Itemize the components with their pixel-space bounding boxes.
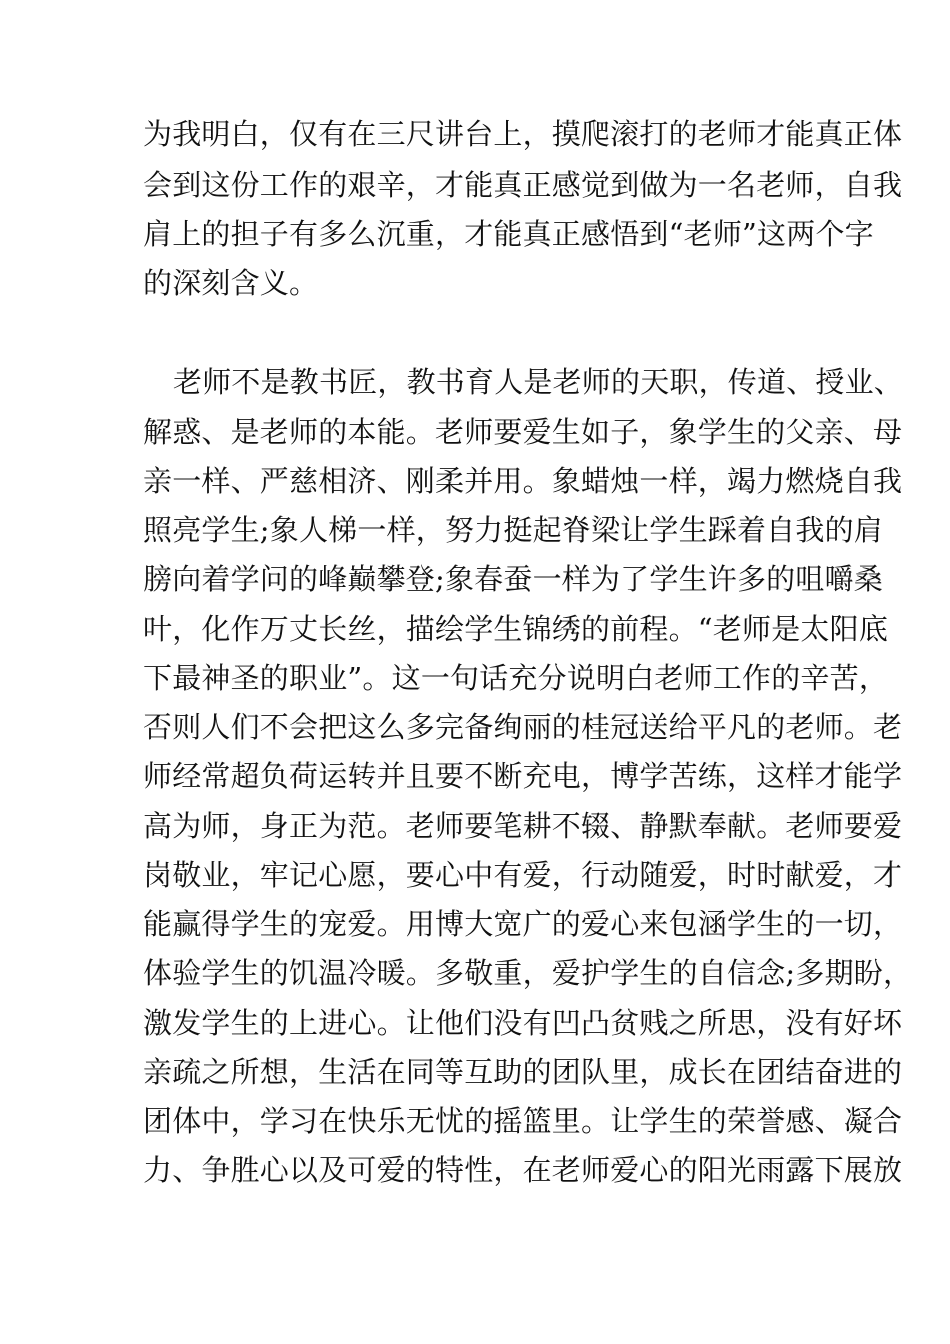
paragraph-2-line-2: 解惑、是老师的本能。老师要爱生如子，象学生的父亲、母 <box>143 415 903 449</box>
paragraph-1-line-4: 的深刻含义。 <box>143 266 319 300</box>
paragraph-1-line-3: 肩上的担子有多么沉重，才能真正感悟到“老师”这两个字 <box>143 217 874 251</box>
paragraph-2-line-12: 能赢得学生的宠爱。用博大宽广的爱心来包涵学生的一切， <box>143 907 903 941</box>
paragraph-2-line-13: 体验学生的饥温冷暖。多敬重，爱护学生的自信念;多期盼， <box>143 956 913 990</box>
paragraph-2-line-6: 叶，化作万丈长丝，描绘学生锦绣的前程。“老师是太阳底 <box>143 612 889 646</box>
paragraph-2-line-10: 高为师，身正为范。老师要笔耕不辍、静默奉献。老师要爱 <box>143 809 903 843</box>
paragraph-2-line-9: 师经常超负荷运转并且要不断充电，博学苦练，这样才能学 <box>143 759 903 793</box>
paragraph-2-line-4: 照亮学生;象人梯一样，努力挺起脊梁让学生踩着自我的肩 <box>143 513 883 547</box>
paragraph-2-line-8: 否则人们不会把这么多完备绚丽的桂冠送给平凡的老师。老 <box>143 710 903 744</box>
paragraph-1-line-1: 为我明白，仅有在三尺讲台上，摸爬滚打的老师才能真正体 <box>143 117 903 151</box>
paragraph-2-line-11: 岗敬业，牢记心愿，要心中有爱，行动随爱，时时献爱，才 <box>143 858 903 892</box>
paragraph-2-line-7: 下最神圣的职业”。这一句话充分说明白老师工作的辛苦， <box>143 661 889 695</box>
paragraph-2-line-5: 膀向着学问的峰巅攀登;象春蚕一样为了学生许多的咀嚼桑 <box>143 562 883 596</box>
paragraph-1-line-2: 会到这份工作的艰辛，才能真正感觉到做为一名老师，自我 <box>143 168 903 202</box>
paragraph-2-line-17: 力、争胜心以及可爱的特性，在老师爱心的阳光雨露下展放 <box>143 1153 903 1187</box>
paragraph-2-line-14: 激发学生的上进心。让他们没有凹凸贫贱之所思，没有好坏 <box>143 1006 903 1040</box>
paragraph-2-line-3: 亲一样、严慈相济、刚柔并用。象蜡烛一样，竭力燃烧自我 <box>143 464 903 498</box>
paragraph-2-line-15: 亲疏之所想，生活在同等互助的团队里，成长在团结奋进的 <box>143 1055 903 1089</box>
paragraph-2-line-1: 老师不是教书匠，教书育人是老师的天职，传道、授业、 <box>173 365 904 399</box>
paragraph-2-line-16: 团体中，学习在快乐无忧的摇篮里。让学生的荣誉感、凝合 <box>143 1104 903 1138</box>
